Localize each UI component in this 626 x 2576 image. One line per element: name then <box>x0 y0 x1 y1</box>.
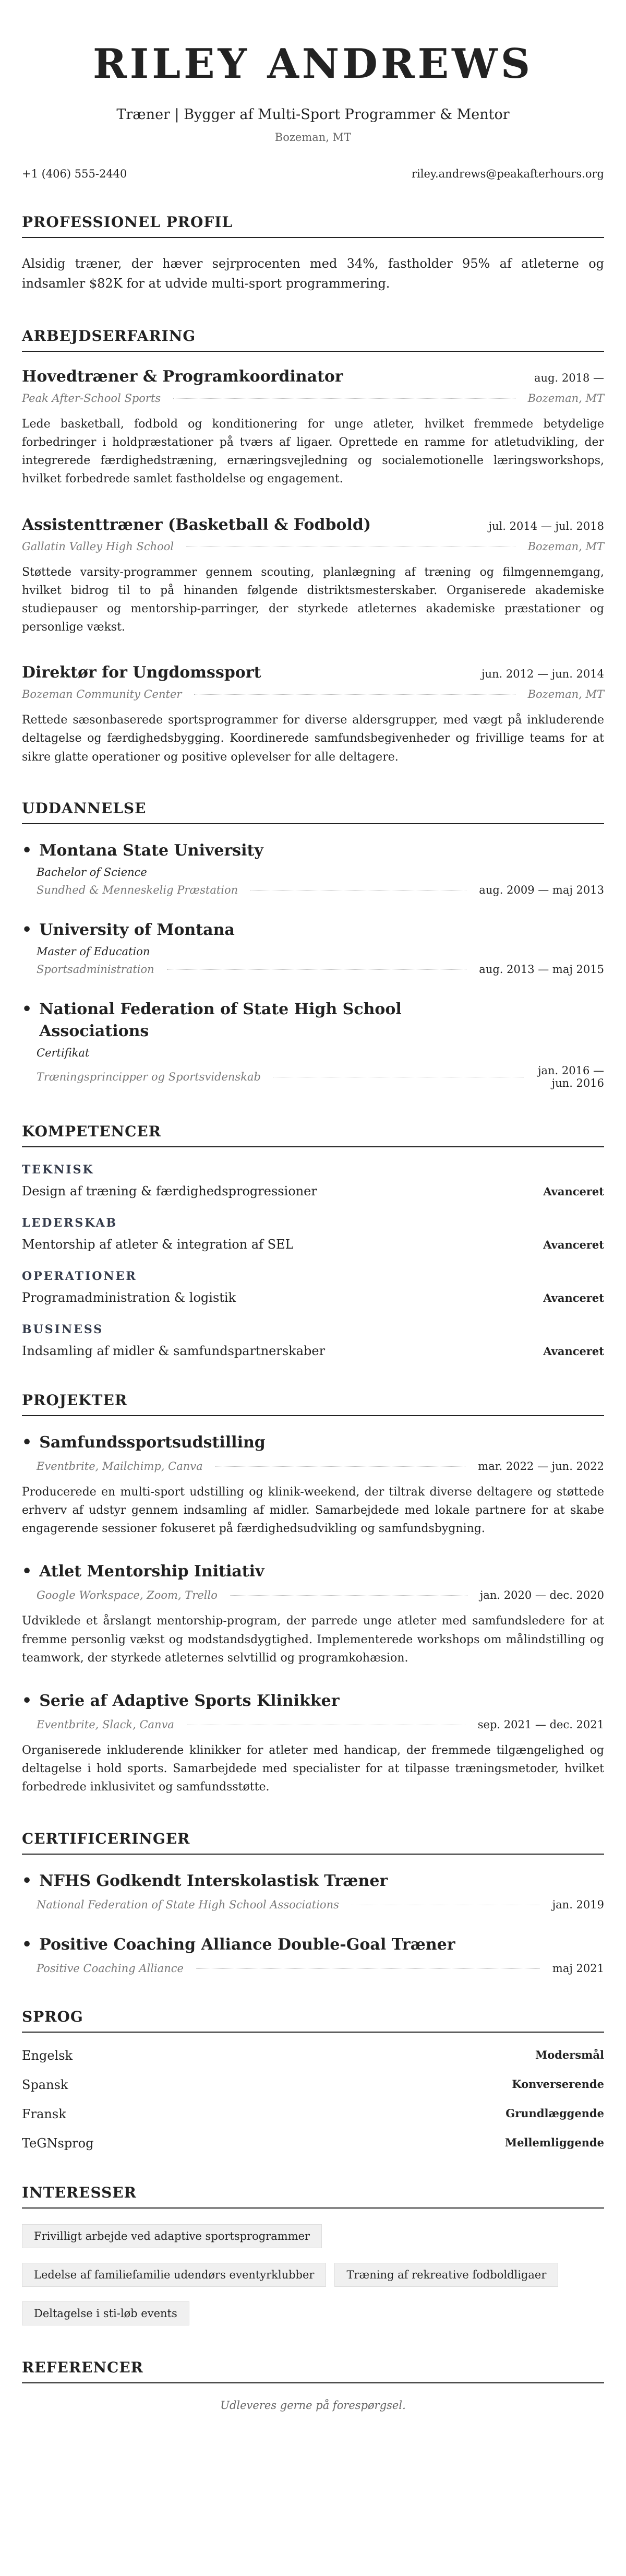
skill-group <box>22 1163 604 1198</box>
skill-level: Avanceret <box>543 1291 604 1304</box>
interest-tags <box>22 2224 604 2325</box>
job-entry <box>22 663 604 766</box>
education-date: aug. 2013 — maj 2015 <box>479 963 604 976</box>
skill-level: Avanceret <box>543 1238 604 1251</box>
job-title: Assistenttræner (Basketball & Fodbold) <box>22 515 371 534</box>
skill-category: OPERATIONER <box>22 1269 137 1283</box>
dotted-leader <box>187 1724 465 1725</box>
bullet-icon: • <box>22 841 32 860</box>
skill-name: Indsamling af midler & samfundspartnerskaber <box>22 1343 326 1358</box>
resume-page <box>22 0 604 2432</box>
bullet-icon: • <box>22 1433 32 1452</box>
profile-text: Alsidig træner, der hæver sejrprocenten med 34%, fastholder 95% af atleterne og indsamler $82K for at udvide multi-sport programmering. <box>22 256 604 291</box>
language-name: Spansk <box>22 2077 68 2092</box>
interest-tag: Træning af rekreative fodboldligaer <box>334 2263 558 2287</box>
field-of-study: Sportsadministration <box>37 963 154 976</box>
language-name: TeGNsprog <box>22 2135 94 2151</box>
dotted-leader <box>250 889 466 891</box>
project-entry <box>22 1690 604 1797</box>
bullet-icon: • <box>22 1000 32 1018</box>
job-entry <box>22 516 604 637</box>
education-section <box>22 800 604 1089</box>
candidate-name: RILEY ANDREWS <box>92 40 534 88</box>
certification-name: NFHS Godkendt Interskolastisk Træner <box>39 1871 388 1890</box>
certification-entry <box>22 1934 604 1975</box>
dotted-leader <box>196 1968 540 1969</box>
job-org: Peak After-School Sports <box>22 391 161 405</box>
language-row <box>22 2107 604 2121</box>
dotted-leader <box>230 1595 467 1596</box>
section-title: ARBEJDSERFARING <box>22 327 604 352</box>
project-name: Serie af Adaptive Sports Klinikker <box>39 1691 340 1710</box>
education-date: aug. 2009 — maj 2013 <box>479 883 604 896</box>
project-tools: Google Workspace, Zoom, Trello <box>37 1589 218 1602</box>
skill-category: LEDERSKAB <box>22 1216 118 1230</box>
dotted-leader <box>194 694 515 695</box>
job-location: Bozeman, MT <box>527 391 604 405</box>
contact-row <box>22 168 604 180</box>
section-title: PROJEKTER <box>22 1392 604 1416</box>
project-description: Producerede en multi-sport udstilling og klinik-weekend, der tiltrak diverse deltagere og støttede erhverv af udstyr gennem indsamling af midler. Samarbejdede med lokale partnere for at skabe engagerende sessioner fokuseret på færdighedsudvikling og samfundsbygning. <box>22 1485 604 1536</box>
languages-section <box>22 2008 604 2151</box>
skill-name: Programadministration & logistik <box>22 1290 236 1305</box>
project-date: sep. 2021 — dec. 2021 <box>477 1718 604 1731</box>
job-title: Hovedtræner & Programkoordinator <box>22 367 343 386</box>
skill-group <box>22 1323 604 1358</box>
section-title: INTERESSER <box>22 2184 604 2209</box>
job-title: Direktør for Ungdomssport <box>22 663 261 682</box>
section-title: REFERENCER <box>22 2359 604 2383</box>
job-org: Bozeman Community Center <box>22 688 182 701</box>
dotted-leader <box>173 398 515 399</box>
school-name: National Federation of State High School Associations <box>39 1000 402 1040</box>
section-title: PROFESSIONEL PROFIL <box>22 213 604 238</box>
references-section <box>22 2359 604 2412</box>
project-date: jan. 2020 — dec. 2020 <box>479 1589 604 1602</box>
dotted-leader <box>186 546 515 547</box>
projects-section <box>22 1392 604 1797</box>
education-date: jan. 2016 — jun. 2016 <box>537 1064 604 1089</box>
email[interactable]: riley.andrews@peakafterhours.org <box>412 168 604 180</box>
section-title: CERTIFICERINGER <box>22 1830 604 1855</box>
language-row <box>22 2078 604 2092</box>
language-level: Grundlæggende <box>505 2106 604 2120</box>
education-entry <box>22 919 604 976</box>
certification-issuer: Positive Coaching Alliance <box>37 1962 184 1975</box>
job-location: Bozeman, MT <box>527 688 604 701</box>
school-name: University of Montana <box>39 920 235 939</box>
dotted-leader <box>167 969 467 970</box>
skill-level: Avanceret <box>543 1344 604 1358</box>
job-description: Lede basketball, fodbold og konditionering for unge atleter, hvilket fremmede betydelige forbedringer i holdpræstationer på tværs af ligaer. Oprettede en ramme for atletudvikling, der integrerede færdighedstræning, ernæringsvejledning og socialemotionelle læringsworkshops, hvilket forbedrede samlet fastholdelse og engagement. <box>22 417 604 486</box>
bullet-icon: • <box>22 920 32 939</box>
language-level: Modersmål <box>535 2048 604 2061</box>
skill-group <box>22 1269 604 1305</box>
job-date: jul. 2014 — jul. 2018 <box>488 519 604 532</box>
skill-category: TEKNISK <box>22 1162 94 1177</box>
interests-section <box>22 2184 604 2325</box>
project-entry <box>22 1432 604 1538</box>
certification-date: maj 2021 <box>552 1962 604 1975</box>
job-entry <box>22 367 604 489</box>
language-level: Mellemliggende <box>504 2135 604 2149</box>
job-date: jun. 2012 — jun. 2014 <box>481 668 604 681</box>
school-name: Montana State University <box>39 841 263 860</box>
project-tools: Eventbrite, Slack, Canva <box>37 1718 174 1731</box>
job-location: Bozeman, MT <box>527 540 604 553</box>
language-name: Engelsk <box>22 2048 73 2063</box>
field-of-study: Træningsprincipper og Sportsvidenskab <box>37 1070 261 1083</box>
language-row <box>22 2048 604 2063</box>
skill-name: Design af træning & færdighedsprogressioner <box>22 1183 317 1198</box>
skill-group <box>22 1216 604 1252</box>
section-title: SPROG <box>22 2008 604 2033</box>
degree: Master of Education <box>37 945 150 958</box>
references-text: Udleveres gerne på forespørgsel. <box>220 2399 406 2412</box>
bullet-icon: • <box>22 1562 32 1581</box>
interest-tag: Frivilligt arbejde ved adaptive sportsprogrammer <box>22 2224 322 2248</box>
skill-name: Mentorship af atleter & integration af SEL <box>22 1237 294 1252</box>
education-entry <box>22 840 604 896</box>
language-level: Konverserende <box>512 2077 604 2091</box>
phone[interactable]: +1 (406) 555-2440 <box>22 168 127 180</box>
profile-section <box>22 213 604 294</box>
degree: Bachelor of Science <box>37 865 147 879</box>
certification-issuer: National Federation of State High School Associations <box>37 1898 339 1911</box>
project-description: Organiserede inkluderende klinikker for atleter med handicap, der fremmede tilgængelighed og deltagelse i hold sports. Samarbejdede med specialister for at tilpasse træningsmetoder, hvilket forbedrede inklusivitet og samfundsstøtte. <box>22 1743 604 1794</box>
experience-section <box>22 327 604 766</box>
certification-entry <box>22 1870 604 1911</box>
job-description: Rettede sæsonbaserede sportsprogrammer for diverse aldersgrupper, med vægt på inkluderende deltagelse og færdighedsbygging. Koordinerede samfundsbegivenheder og frivillige teams for at sikre glatte operationer og positive oplevelser for alle deltagere. <box>22 714 604 764</box>
degree: Certifikat <box>37 1046 90 1059</box>
certification-date: jan. 2019 <box>552 1898 604 1911</box>
job-description: Støttede varsity-programmer gennem scouting, planlægning af træning og filmgennemgang, hvilket bidrog til to på hinanden følgende distriktsmesterskaber. Organiserede akademiske studiepauser og mentorship-parringer, der styrkede atleternes akademiske præstationer og personlige vækst. <box>22 565 604 634</box>
language-name: Fransk <box>22 2106 66 2121</box>
certifications-section <box>22 1830 604 1975</box>
project-name: Samfundssportsudstilling <box>39 1433 266 1452</box>
project-entry <box>22 1561 604 1667</box>
education-entry <box>22 999 604 1089</box>
bullet-icon: • <box>22 1871 32 1890</box>
field-of-study: Sundhed & Menneskelig Præstation <box>37 883 238 896</box>
skill-level: Avanceret <box>543 1184 604 1198</box>
skills-section <box>22 1123 604 1358</box>
headline: Træner | Bygger af Multi-Sport Programmer & Mentor <box>116 106 510 123</box>
interest-tag: Ledelse af familiefamilie udendørs eventyrklubber <box>22 2263 326 2287</box>
dotted-leader <box>273 1076 524 1077</box>
project-name: Atlet Mentorship Initiativ <box>39 1562 264 1581</box>
job-org: Gallatin Valley High School <box>22 540 174 553</box>
skill-category: BUSINESS <box>22 1322 104 1336</box>
job-date: aug. 2018 — <box>534 371 604 384</box>
bullet-icon: • <box>22 1935 32 1954</box>
language-row <box>22 2136 604 2151</box>
project-description: Udviklede et årslangt mentorship-program, der parrede unge atleter med samfundsledere for at fremme personlig vækst og modstandsdygtighed. Implementerede workshops om målindstilling og teamwork, der styrkede atleternes selvtillid og programkohæsion. <box>22 1615 604 1665</box>
bullet-icon: • <box>22 1691 32 1710</box>
section-title: KOMPETENCER <box>22 1123 604 1147</box>
interest-tag: Deltagelse i sti-løb events <box>22 2301 189 2325</box>
section-title: UDDANNELSE <box>22 800 604 824</box>
certification-name: Positive Coaching Alliance Double-Goal Træner <box>39 1935 455 1954</box>
dotted-leader <box>352 1904 540 1905</box>
project-date: mar. 2022 — jun. 2022 <box>478 1459 604 1473</box>
location: Bozeman, MT <box>274 131 352 144</box>
dotted-leader <box>215 1466 466 1467</box>
project-tools: Eventbrite, Mailchimp, Canva <box>37 1459 203 1473</box>
